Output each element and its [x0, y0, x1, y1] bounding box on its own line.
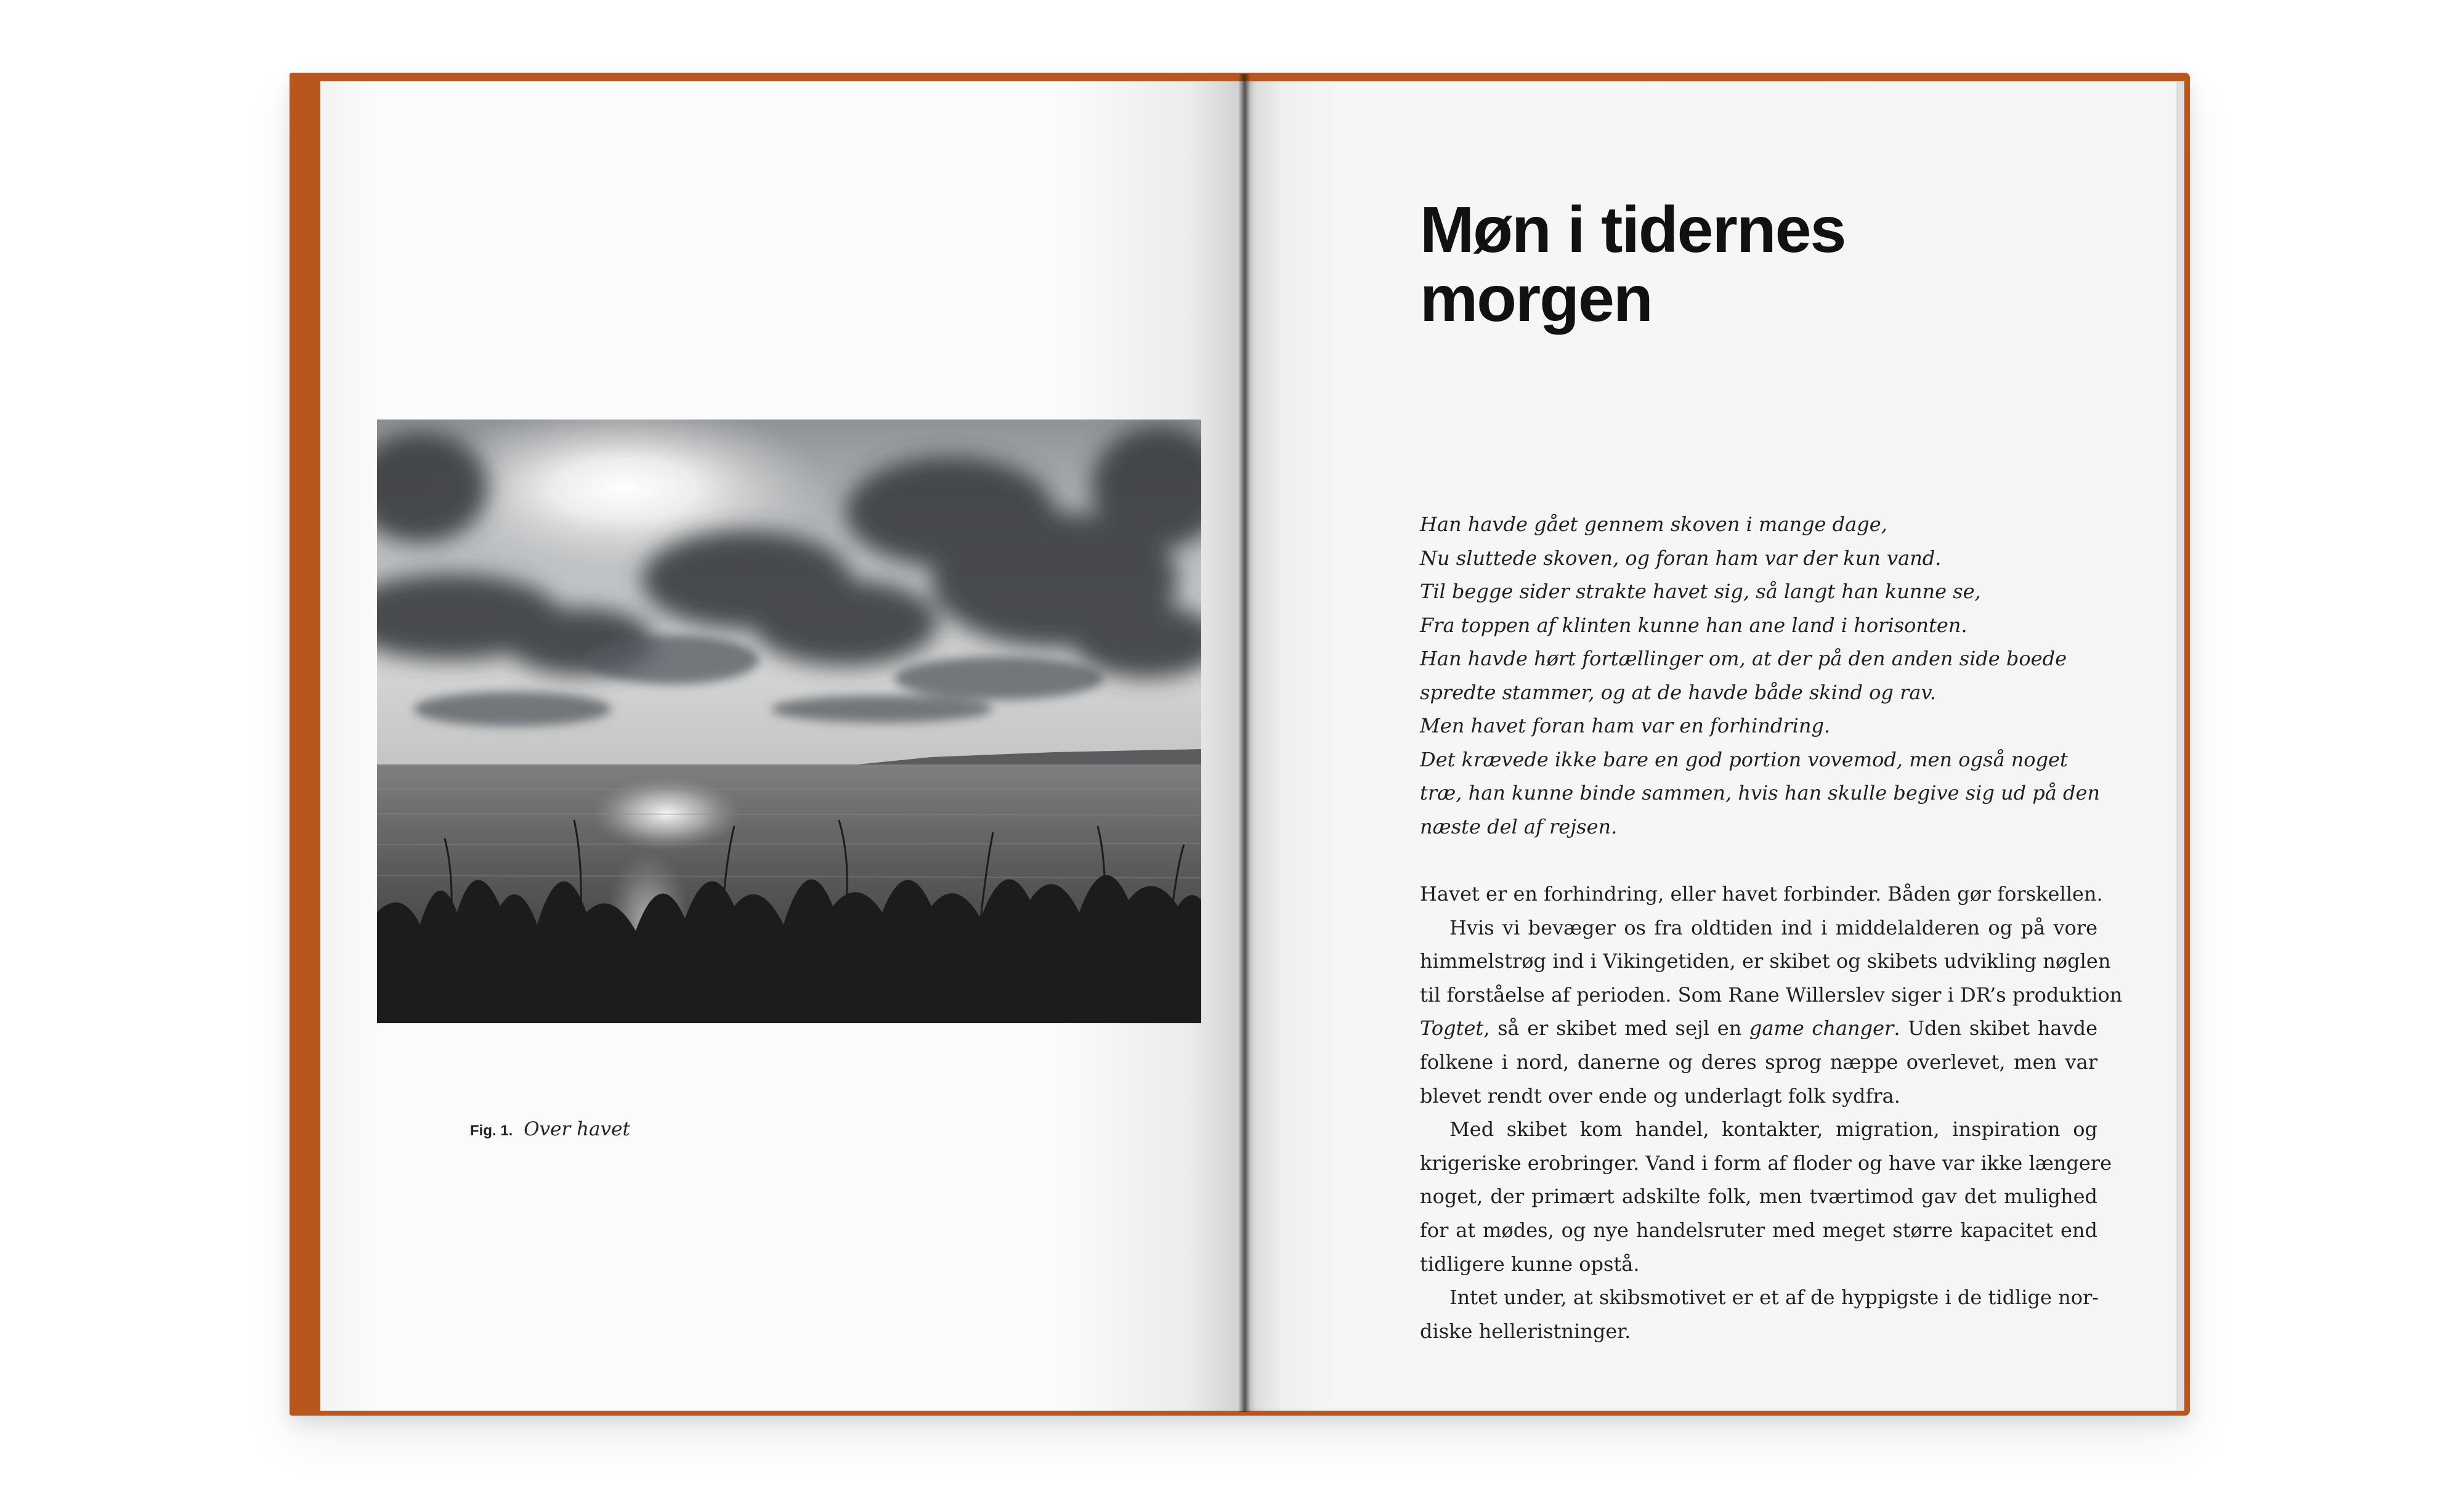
poem-line: Til begge sider strakte havet sig, så langt han kunne se,: [1420, 580, 1981, 603]
poem-line: spredte stammer, og at de havde både skind og rav.: [1420, 680, 1936, 704]
poem-line: Det krævede ikke bare en god portion vovemod, men også noget: [1420, 747, 2068, 771]
figure-label: Fig. 1.: [470, 1122, 513, 1139]
right-page: [1244, 81, 2182, 1411]
figure-caption: [470, 1118, 630, 1140]
body-line: tidligere kunne opstå.: [1420, 1252, 1640, 1276]
poem-line: Men havet foran ham var en forhindring.: [1420, 714, 1831, 737]
body-line: folkene i nord, danerne og deres sprog næppe overlevet, men var: [1420, 1050, 2097, 1074]
poem-line: Nu sluttede skoven, og foran ham var der kun vand.: [1420, 546, 1942, 570]
body-line: [1420, 1012, 2097, 1045]
body-line: diske helleristninger.: [1420, 1319, 1631, 1343]
body-text: [1420, 877, 2123, 1348]
body-fragment: , så er skibet med sejl en: [1483, 1016, 1749, 1040]
body-line: himmelstrøg ind i Vikingetiden, er skibet og skibets udvikling nøglen: [1420, 949, 2111, 973]
poem-line: Han havde gået gennem skoven i mange dage,: [1420, 513, 1887, 536]
body-line: Med skibet kom handel, kontakter, migration, inspiration og: [1449, 1117, 2097, 1141]
body-line: krigeriske erobringer. Vand i form af floder og have var ikke længere: [1420, 1151, 2112, 1175]
body-line: Intet under, at skibsmotivet er et af de hyppigste i de tidlige nor-: [1449, 1286, 2099, 1310]
photo-sea-clouds: [377, 420, 1201, 1023]
page-edges: [2176, 81, 2184, 1411]
body-line: blevet rendt over ende og underlagt folk sydfra.: [1420, 1084, 1900, 1108]
chapter-title-line: morgen: [1420, 262, 1652, 335]
body-line: noget, der primært adskilte folk, men tværtimod gav det mulighed: [1420, 1185, 2097, 1209]
poem-line: træ, han kunne binde sammen, hvis han skulle begive sig ud på den: [1420, 781, 2101, 805]
chapter-title: [1420, 195, 2036, 333]
chapter-title-line: Møn i tidernes: [1420, 193, 1846, 266]
poem-line: Fra toppen af klinten kunne han ane land i horisonten.: [1420, 613, 1968, 637]
emphasis-togtet: Togtet: [1420, 1016, 1484, 1040]
book-gutter: [1238, 74, 1250, 1412]
body-fragment: . Uden skibet havde: [1894, 1016, 2098, 1040]
poem: [1420, 508, 2101, 843]
emphasis-game-changer: game changer: [1749, 1016, 1894, 1040]
body-line: Hvis vi bevæger os fra oldtiden ind i middelalderen og på vore: [1449, 915, 2097, 939]
left-page: [320, 81, 1244, 1411]
poem-line: næste del af rejsen.: [1420, 814, 1618, 838]
figure-title: Over havet: [524, 1118, 630, 1140]
body-line: Havet er en forhindring, eller havet forbinder. Båden gør forskellen.: [1420, 882, 2103, 906]
body-line: til forståelse af perioden. Som Rane Willerslev siger i DR’s produktion: [1420, 983, 2123, 1007]
poem-line: Han havde hørt fortællinger om, at der på den anden side boede: [1420, 647, 2067, 670]
body-line: for at mødes, og nye handelsruter med meget større kapacitet end: [1420, 1218, 2097, 1242]
